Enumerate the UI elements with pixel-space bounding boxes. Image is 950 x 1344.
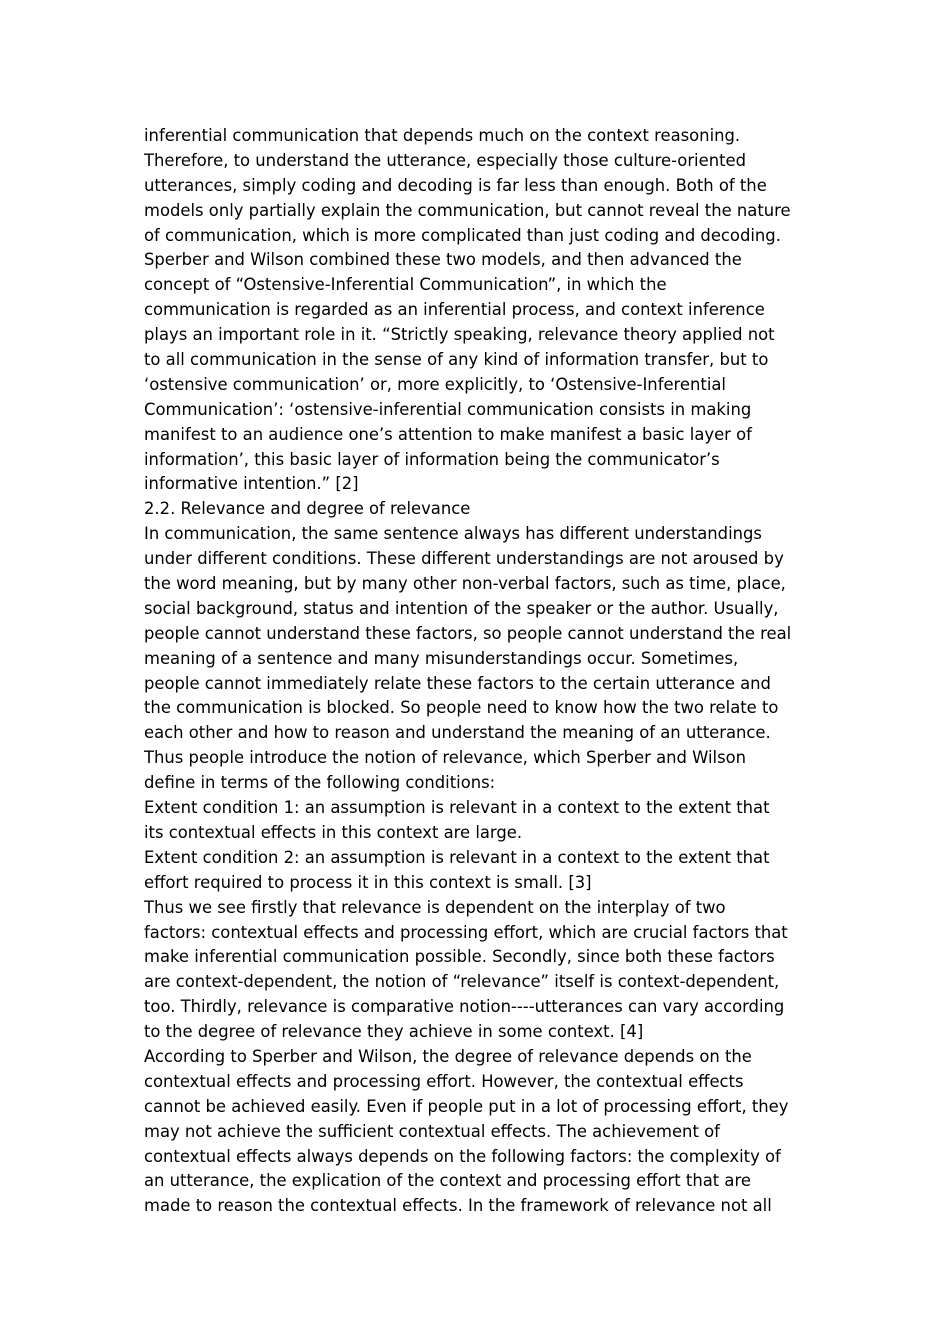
text-line: meaning of a sentence and many misunderstandings occur. Sometimes,	[144, 648, 739, 668]
text-line: to the degree of relevance they achieve in some context. [4]	[144, 1022, 644, 1042]
text-line: According to Sperber and Wilson, the degree of relevance depends on the	[144, 1046, 752, 1066]
text-line: ‘ostensive communication’ or, more explicitly, to ‘Ostensive-Inferential	[144, 374, 726, 394]
text-line: manifest to an audience one’s attention to make manifest a basic layer of	[144, 424, 752, 444]
text-line: too. Thirdly, relevance is comparative notion----utterances can vary according	[144, 997, 785, 1017]
body-text	[144, 124, 814, 1219]
text-line: Extent condition 2: an assumption is relevant in a context to the extent that	[144, 847, 770, 867]
text-line: utterances, simply coding and decoding is far less than enough. Both of the	[144, 175, 767, 195]
text-line: cannot be achieved easily. Even if people put in a lot of processing effort, they	[144, 1096, 789, 1116]
text-line: people cannot understand these factors, so people cannot understand the real	[144, 623, 792, 643]
text-line: models only partially explain the communication, but cannot reveal the nature	[144, 200, 791, 220]
text-line: plays an important role in it. “Strictly speaking, relevance theory applied not	[144, 325, 775, 345]
text-line: make inferential communication possible. Secondly, since both these factors	[144, 947, 775, 967]
text-line: Sperber and Wilson combined these two models, and then advanced the	[144, 250, 742, 270]
text-line: contextual effects and processing effort. However, the contextual effects	[144, 1071, 744, 1091]
text-line: define in terms of the following conditions:	[144, 773, 496, 793]
text-line: of communication, which is more complicated than just coding and decoding.	[144, 225, 781, 245]
text-line: people cannot immediately relate these factors to the certain utterance and	[144, 673, 771, 693]
text-line: may not achieve the sufficient contextual effects. The achievement of	[144, 1121, 720, 1141]
text-line: factors: contextual effects and processing effort, which are crucial factors that	[144, 922, 788, 942]
text-line: In communication, the same sentence always has different understandings	[144, 524, 762, 544]
text-line: contextual effects always depends on the following factors: the complexity of	[144, 1146, 781, 1166]
text-line: communication is regarded as an inferential process, and context inference	[144, 300, 765, 320]
text-line: Extent condition 1: an assumption is relevant in a context to the extent that	[144, 798, 770, 818]
text-line: social background, status and intention of the speaker or the author. Usually,	[144, 598, 779, 618]
text-line: Therefore, to understand the utterance, especially those culture-oriented	[144, 150, 747, 170]
text-line: are context-dependent, the notion of “relevance” itself is context-dependent,	[144, 972, 780, 992]
text-line: under different conditions. These different understandings are not aroused by	[144, 549, 784, 569]
text-line: Thus we see firstly that relevance is dependent on the interplay of two	[144, 897, 726, 917]
text-line: to all communication in the sense of any kind of information transfer, but to	[144, 350, 769, 370]
text-line: the communication is blocked. So people need to know how the two relate to	[144, 698, 779, 718]
text-line: Communication’: ‘ostensive-inferential communication consists in making	[144, 399, 752, 419]
text-line: concept of “Ostensive-Inferential Communication”, in which the	[144, 275, 667, 295]
text-line: information’, this basic layer of information being the communicator’s	[144, 449, 720, 469]
text-line: made to reason the contextual effects. In the framework of relevance not all	[144, 1196, 772, 1216]
text-line: 2.2. Relevance and degree of relevance	[144, 499, 471, 519]
text-line: inferential communication that depends much on the context reasoning.	[144, 126, 741, 145]
text-line: each other and how to reason and understand the meaning of an utterance.	[144, 723, 771, 743]
text-line: the word meaning, but by many other non-verbal factors, such as time, place,	[144, 574, 786, 594]
text-line: its contextual effects in this context are large.	[144, 822, 523, 842]
text-line: Thus people introduce the notion of relevance, which Sperber and Wilson	[144, 748, 747, 768]
text-line: an utterance, the explication of the context and processing effort that are	[144, 1171, 751, 1191]
text-line: informative intention.” [2]	[144, 474, 359, 494]
text-line: effort required to process it in this context is small. [3]	[144, 872, 592, 892]
